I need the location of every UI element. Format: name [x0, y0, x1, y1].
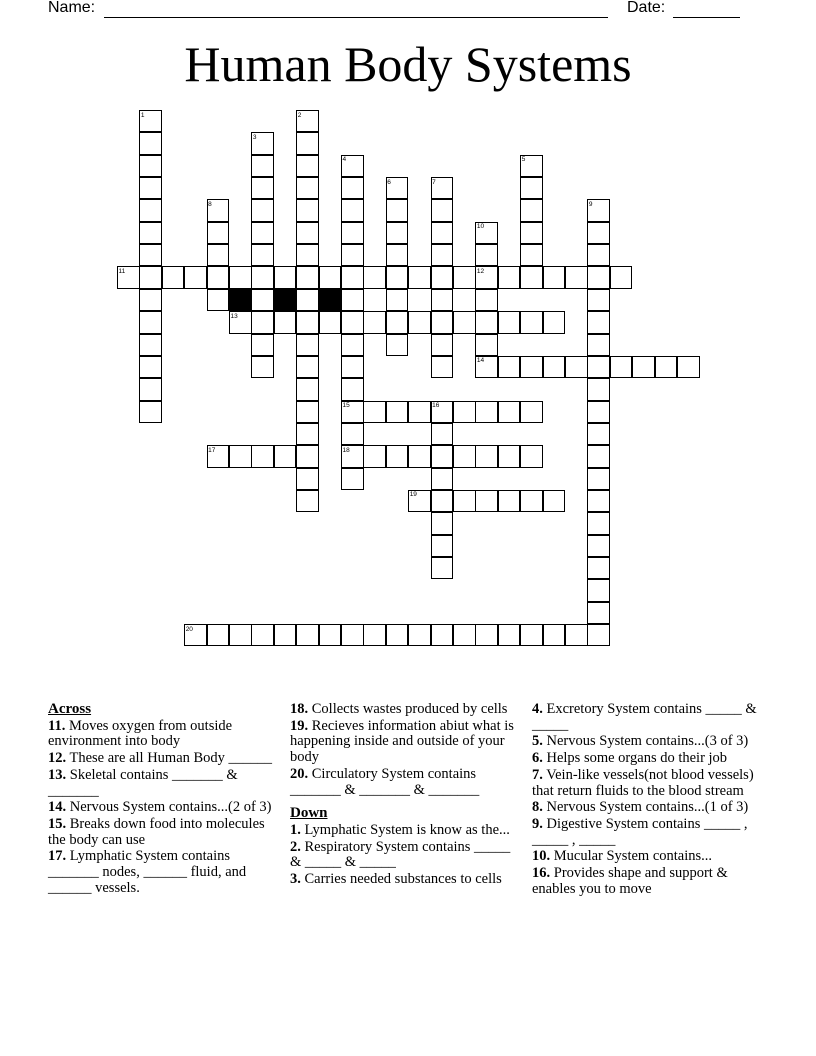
clue-number: 13 — [230, 312, 238, 320]
grid-cell[interactable] — [587, 535, 610, 557]
clue-column-1 — [48, 702, 278, 897]
grid-cell[interactable] — [386, 244, 409, 266]
grid-cell[interactable] — [431, 199, 454, 221]
grid-cell[interactable] — [431, 445, 454, 467]
clue-number: 3 — [252, 133, 257, 141]
grid-cell[interactable] — [139, 155, 162, 177]
clue-number: 1 — [140, 111, 145, 119]
grid-cell[interactable] — [565, 356, 588, 378]
grid-cell[interactable] — [139, 356, 162, 378]
grid-cell[interactable] — [139, 132, 162, 154]
clue-down: 5. Nervous System contains...(3 of 3) — [532, 733, 749, 750]
grid-cell[interactable] — [319, 311, 342, 333]
grid-cell[interactable] — [587, 602, 610, 624]
grid-cell[interactable] — [431, 334, 454, 356]
grid-cell[interactable] — [162, 266, 185, 288]
grid-cell[interactable] — [453, 401, 476, 423]
across-heading: Across — [48, 701, 92, 717]
black-cell — [319, 289, 342, 311]
grid-cell[interactable] — [386, 199, 409, 221]
grid-cell[interactable] — [520, 177, 543, 199]
grid-cell[interactable] — [139, 334, 162, 356]
clue-down: 3. Carries needed substances to cells — [290, 871, 502, 888]
grid-cell[interactable] — [386, 222, 409, 244]
grid-cell[interactable] — [296, 311, 319, 333]
grid-cell[interactable] — [520, 401, 543, 423]
grid-cell[interactable] — [341, 199, 364, 221]
grid-cell[interactable] — [587, 244, 610, 266]
grid-cell[interactable] — [475, 401, 498, 423]
grid-cell[interactable] — [520, 266, 543, 288]
clue-down: 4. Excretory System contains _____ & _____ — [532, 701, 757, 733]
grid-cell[interactable] — [587, 356, 610, 378]
clue-number: 9 — [588, 200, 593, 208]
grid-cell[interactable] — [587, 579, 610, 601]
grid-cell[interactable] — [139, 266, 162, 288]
clue-number: 10 — [476, 223, 485, 231]
grid-cell[interactable] — [251, 289, 274, 311]
clue-across: 11. Moves oxygen from outside environment into body — [48, 717, 233, 750]
clue-number: 4 — [342, 156, 347, 164]
grid-cell[interactable] — [341, 244, 364, 266]
grid-cell[interactable] — [543, 624, 566, 646]
grid-cell[interactable] — [431, 222, 454, 244]
grid-cell[interactable] — [386, 289, 409, 311]
clue-down: 2. Respiratory System contains _____ & _____ & _____ — [290, 838, 511, 871]
grid-cell[interactable] — [677, 356, 700, 378]
grid-cell[interactable] — [341, 624, 364, 646]
clue-down: 1. Lymphatic System is know as the... — [290, 821, 510, 838]
grid-cell[interactable] — [475, 334, 498, 356]
clue-across: 17. Lymphatic System contains _______ nodes, ______ fluid, and ______ vessels. — [48, 848, 247, 896]
grid-cell[interactable] — [408, 311, 431, 333]
clue-number: 16 — [432, 402, 440, 410]
grid-cell[interactable] — [475, 244, 498, 266]
grid-cell[interactable] — [386, 311, 409, 333]
grid-cell[interactable] — [587, 557, 610, 579]
clue-number: 8 — [208, 200, 212, 208]
clue-number: 19 — [409, 491, 417, 499]
grid-cell[interactable] — [498, 311, 521, 333]
grid-cell[interactable] — [453, 266, 476, 288]
grid-cell[interactable] — [475, 490, 498, 512]
grid-cell[interactable] — [296, 445, 319, 467]
grid-cell[interactable] — [341, 334, 364, 356]
clue-number: 6 — [387, 178, 391, 186]
grid-cell[interactable] — [139, 311, 162, 333]
grid-cell[interactable] — [431, 356, 454, 378]
grid-cell[interactable] — [453, 445, 476, 467]
grid-cell[interactable] — [296, 401, 319, 423]
grid-cell[interactable] — [341, 222, 364, 244]
clue-across: 18. Collects wastes produced by cells — [290, 701, 508, 717]
grid-cell[interactable] — [139, 401, 162, 423]
grid-cell[interactable] — [251, 334, 274, 356]
grid-cell[interactable] — [543, 266, 566, 288]
grid-cell[interactable] — [520, 445, 543, 467]
grid-cell[interactable] — [363, 445, 386, 467]
grid-cell[interactable] — [587, 378, 610, 400]
grid-cell[interactable] — [139, 199, 162, 221]
clue-number: 2 — [297, 111, 302, 119]
grid-cell[interactable] — [341, 266, 364, 288]
grid-cell[interactable] — [431, 624, 454, 646]
grid-cell[interactable] — [408, 445, 431, 467]
grid-cell[interactable] — [341, 378, 364, 400]
grid-cell[interactable] — [296, 244, 319, 266]
grid-cell[interactable] — [251, 356, 274, 378]
grid-cell[interactable] — [296, 266, 319, 288]
grid-cell[interactable] — [520, 222, 543, 244]
clue-down: 8. Nervous System contains...(1 of 3) — [532, 799, 749, 816]
grid-cell[interactable] — [453, 624, 476, 646]
grid-cell[interactable] — [431, 512, 454, 534]
grid-cell[interactable] — [431, 423, 454, 445]
grid-cell[interactable] — [431, 244, 454, 266]
clue-down: 16. Provides shape and support & enables you to move — [532, 865, 728, 897]
grid-cell[interactable] — [632, 356, 655, 378]
grid-cell[interactable] — [341, 356, 364, 378]
grid-cell[interactable] — [386, 624, 409, 646]
grid-cell[interactable] — [363, 311, 386, 333]
grid-cell[interactable] — [251, 266, 274, 288]
grid-cell[interactable] — [587, 401, 610, 423]
grid-cell[interactable] — [296, 199, 319, 221]
grid-cell[interactable] — [341, 423, 364, 445]
grid-cell[interactable] — [207, 289, 230, 311]
clue-across: 13. Skeletal contains _______ & _______ — [48, 766, 238, 799]
grid-cell[interactable] — [587, 423, 610, 445]
grid-cell[interactable] — [274, 445, 297, 467]
black-cell — [274, 289, 297, 311]
grid-cell[interactable] — [251, 222, 274, 244]
grid-cell[interactable] — [207, 244, 230, 266]
clue-across: 14. Nervous System contains...(2 of 3) — [48, 799, 272, 816]
grid-cell[interactable] — [610, 356, 633, 378]
grid-cell[interactable] — [139, 289, 162, 311]
grid-cell[interactable] — [274, 624, 297, 646]
clue-column-3 — [532, 702, 768, 898]
grid-cell[interactable] — [587, 266, 610, 288]
grid-cell[interactable] — [274, 266, 297, 288]
grid-cell[interactable] — [543, 356, 566, 378]
grid-cell[interactable] — [475, 311, 498, 333]
grid-cell[interactable] — [453, 490, 476, 512]
grid-cell[interactable] — [341, 468, 364, 490]
grid-cell[interactable] — [296, 222, 319, 244]
grid-cell[interactable] — [431, 535, 454, 557]
clue-across: 19. Recieves information abiut what is happening inside and outside of your body — [290, 717, 514, 766]
grid-cell[interactable] — [565, 266, 588, 288]
grid-cell[interactable] — [296, 423, 319, 445]
grid-cell[interactable] — [587, 334, 610, 356]
grid-cell[interactable] — [251, 177, 274, 199]
grid-cell[interactable] — [565, 624, 588, 646]
grid-cell[interactable] — [498, 266, 521, 288]
grid-cell[interactable] — [229, 445, 252, 467]
grid-cell[interactable] — [587, 311, 610, 333]
grid-cell[interactable] — [296, 132, 319, 154]
grid-cell[interactable] — [251, 244, 274, 266]
grid-cell[interactable] — [229, 624, 252, 646]
grid-cell[interactable] — [520, 244, 543, 266]
clue-across: 15. Breaks down food into molecules the body can use — [48, 815, 265, 848]
grid-cell[interactable] — [431, 289, 454, 311]
grid-cell[interactable] — [520, 490, 543, 512]
clue-number: 17 — [208, 446, 216, 454]
black-cell — [229, 289, 252, 311]
clue-number: 15 — [342, 402, 350, 410]
clue-across: 20. Circulatory System contains _______ & _______ & _______ — [290, 765, 480, 798]
grid-cell[interactable] — [520, 199, 543, 221]
grid-cell[interactable] — [431, 266, 454, 288]
name-label: Name: — [48, 0, 96, 16]
grid-cell[interactable] — [319, 624, 342, 646]
grid-cell[interactable] — [587, 222, 610, 244]
grid-cell[interactable] — [229, 266, 252, 288]
grid-cell[interactable] — [363, 624, 386, 646]
grid-cell[interactable] — [296, 177, 319, 199]
grid-cell[interactable] — [408, 401, 431, 423]
grid-cell[interactable] — [431, 468, 454, 490]
grid-cell[interactable] — [251, 624, 274, 646]
grid-cell[interactable] — [296, 378, 319, 400]
grid-cell[interactable] — [341, 311, 364, 333]
grid-cell[interactable] — [543, 311, 566, 333]
clue-column-2 — [290, 702, 520, 889]
grid-cell[interactable] — [296, 289, 319, 311]
clue-number: 5 — [521, 156, 526, 164]
grid-cell[interactable] — [207, 222, 230, 244]
down-heading: Down — [290, 805, 328, 822]
grid-cell[interactable] — [408, 624, 431, 646]
grid-cell[interactable] — [251, 445, 274, 467]
grid-cell[interactable] — [431, 490, 454, 512]
date-label: Date: — [627, 0, 666, 16]
grid-cell[interactable] — [475, 624, 498, 646]
clue-down: 9. Digestive System contains _____ , _____ , _____ — [532, 815, 748, 848]
grid-cell[interactable] — [251, 311, 274, 333]
clue-number: 12 — [476, 267, 485, 275]
grid-cell[interactable] — [274, 311, 297, 333]
grid-cell[interactable] — [587, 468, 610, 490]
page-title: Human Body Systems — [184, 36, 632, 92]
grid-cell[interactable] — [475, 445, 498, 467]
grid-cell[interactable] — [386, 334, 409, 356]
clue-number: 18 — [342, 446, 350, 454]
grid-cell[interactable] — [184, 266, 207, 288]
grid-cell[interactable] — [587, 512, 610, 534]
grid-cell[interactable] — [475, 289, 498, 311]
clue-number: 11 — [118, 267, 126, 275]
grid-cell[interactable] — [431, 311, 454, 333]
grid-cell[interactable] — [319, 266, 342, 288]
grid-cell[interactable] — [296, 624, 319, 646]
grid-cell[interactable] — [543, 490, 566, 512]
clue-number: 20 — [185, 625, 193, 633]
grid-cell[interactable] — [498, 490, 521, 512]
grid-cell[interactable] — [498, 356, 521, 378]
grid-cell[interactable] — [587, 289, 610, 311]
grid-cell[interactable] — [363, 401, 386, 423]
grid-cell[interactable] — [520, 624, 543, 646]
clue-down: 10. Mucular System contains... — [532, 848, 713, 865]
grid-cell[interactable] — [386, 401, 409, 423]
grid-cell[interactable] — [296, 155, 319, 177]
clue-down: 7. Vein-like vessels(not blood vessels) that return fluids to the blood stream — [532, 766, 754, 799]
grid-cell[interactable] — [139, 177, 162, 199]
grid-cell[interactable] — [610, 266, 633, 288]
grid-cell[interactable] — [341, 177, 364, 199]
grid-cell[interactable] — [498, 401, 521, 423]
grid-cell[interactable] — [139, 378, 162, 400]
grid-cell[interactable] — [408, 266, 431, 288]
grid-cell[interactable] — [207, 266, 230, 288]
grid-cell[interactable] — [587, 445, 610, 467]
grid-cell[interactable] — [341, 289, 364, 311]
grid-cell[interactable] — [520, 356, 543, 378]
grid-cell[interactable] — [139, 244, 162, 266]
grid-cell[interactable] — [587, 490, 610, 512]
grid-cell[interactable] — [139, 222, 162, 244]
grid-cell[interactable] — [296, 334, 319, 356]
grid-cell[interactable] — [655, 356, 678, 378]
grid-cell[interactable] — [386, 266, 409, 288]
clue-number: 14 — [476, 357, 485, 365]
grid-cell[interactable] — [207, 624, 230, 646]
grid-cell[interactable] — [453, 311, 476, 333]
clue-across: 12. These are all Human Body ______ — [48, 750, 273, 767]
grid-cell[interactable] — [296, 356, 319, 378]
clue-number: 7 — [432, 178, 436, 186]
grid-cell[interactable] — [498, 624, 521, 646]
grid-cell[interactable] — [386, 445, 409, 467]
clue-down: 6. Helps some organs do their job — [532, 750, 728, 767]
grid-cell[interactable] — [431, 557, 454, 579]
grid-cell[interactable] — [363, 266, 386, 288]
grid-cell[interactable] — [296, 468, 319, 490]
grid-cell[interactable] — [296, 490, 319, 512]
grid-cell[interactable] — [587, 624, 610, 646]
grid-cell[interactable] — [251, 155, 274, 177]
grid-cell[interactable] — [251, 199, 274, 221]
grid-cell[interactable] — [520, 311, 543, 333]
grid-cell[interactable] — [498, 445, 521, 467]
